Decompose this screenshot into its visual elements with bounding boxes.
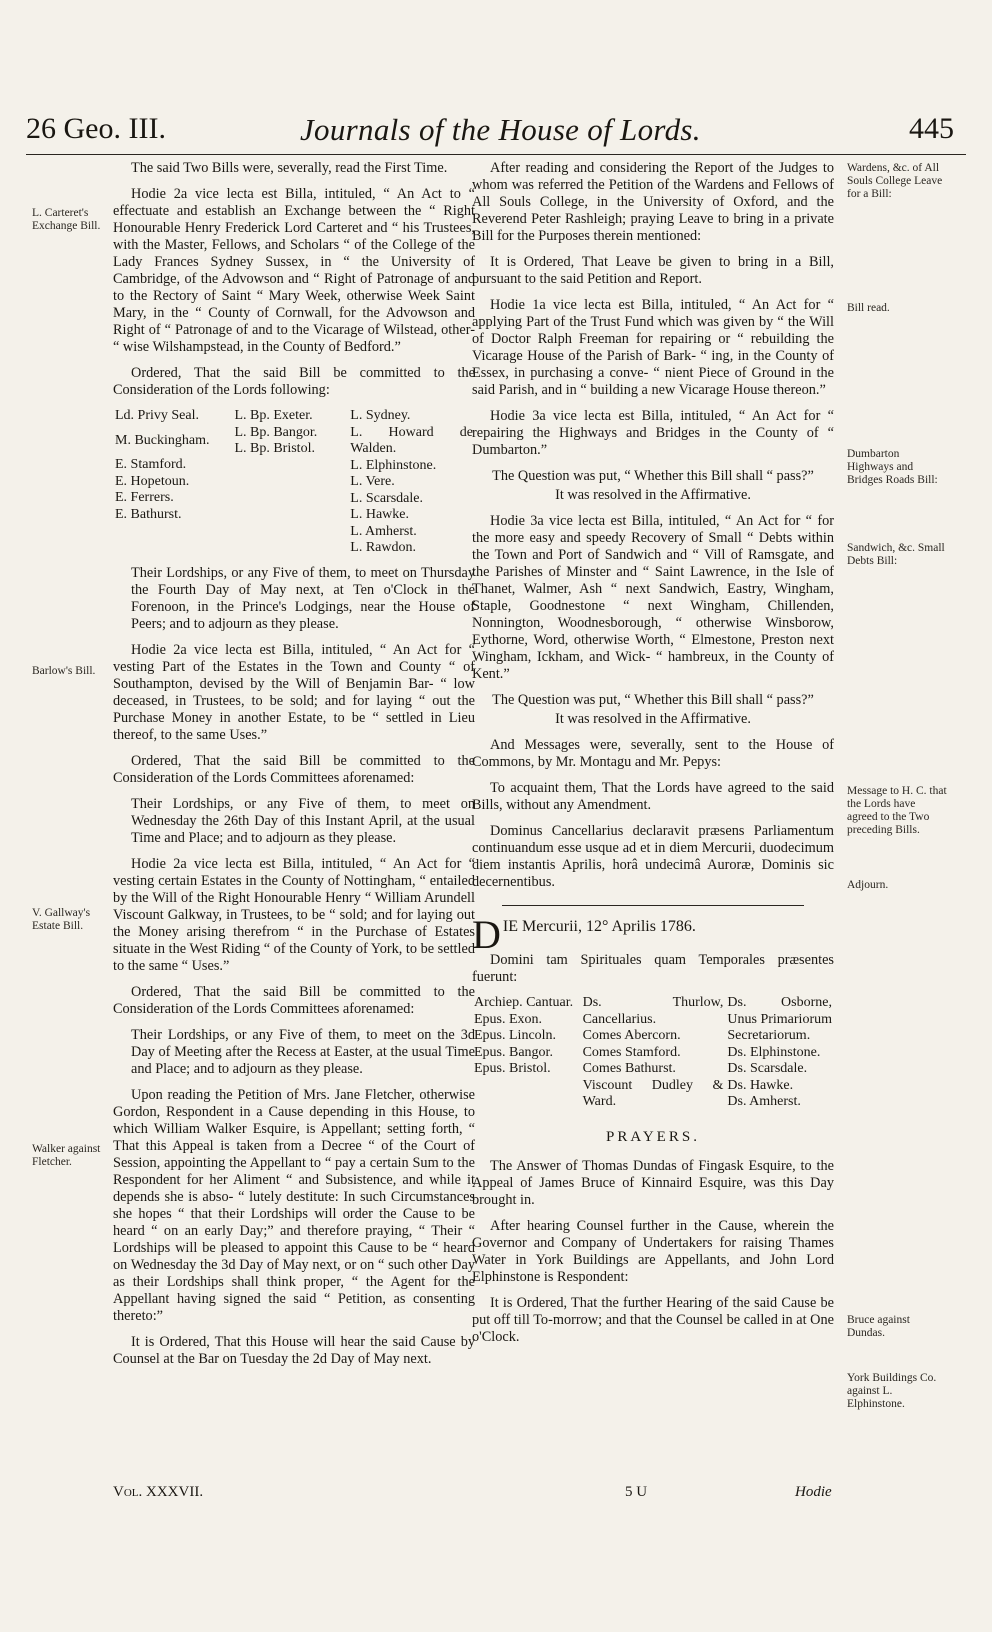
meeting-paragraph: Their Lordships, or any Five of them, to meet on Thursday the Fourth Day of May next, at Ten o'Clock in the Forenoon, in the Prince's Lodgings, near the House of Peers; and to adjourn as they please.: [131, 564, 475, 632]
lord-present: Archiep. Cantuar.: [474, 995, 574, 1010]
lords-committee-list: [113, 408, 475, 557]
lord-present: Ds. Scarsdale.: [727, 1061, 808, 1076]
lord-present: Comes Abercorn.: [582, 1028, 681, 1043]
lord-name: L. Elphinstone.: [350, 457, 437, 473]
margin-note-adjourn: Adjourn.: [847, 879, 889, 891]
margin-note-walker: Walker against Fletcher.: [32, 1143, 101, 1168]
lord-name: L. Rawdon.: [350, 540, 416, 555]
bill-entry: Hodie 2a vice lecta est Billa, intituled, “ An Act to “ effectuate and establish an Exchange between the “ Right Honourable Henry Frederick Lord Carteret and “ his Trustees, with the Master, Fellows, and Scholars “ of the College of the Lady Frances Sydney Sussex, in “ the University of Cambridge, of the Advowson and “ Right of Patronage of and to the Rectory of Saint “ Mary Week, otherwise Week Saint Mary, in the “ County of Cornwall, for the Advowson and Right of “ Patronage of and to the Vicarage of Wilstead, other- “ wise Wilshampstead, in the County of Bedford.”: [113, 186, 475, 355]
margin-note-message: Message to H. C. that the Lords have agreed to the Two preceding Bills.: [847, 785, 947, 836]
right-column: [472, 160, 834, 1355]
section-divider: [502, 905, 804, 906]
order-paragraph: It is Ordered, That this House will hear the said Cause by Counsel at the Bar on Tuesday the 2d Day of May next.: [113, 1333, 475, 1367]
margin-note-carteret: L. Carteret's Exchange Bill.: [32, 207, 101, 232]
lord-name: L. Bp. Bristol.: [234, 441, 315, 456]
margin-note-all-souls: Wardens, &c. of All Souls College Leave for a Bill:: [847, 162, 943, 200]
lord-name: E. Hopetoun.: [115, 473, 190, 489]
lord-present: Epus. Lincoln.: [474, 1028, 557, 1043]
page-number: 445: [909, 112, 954, 145]
paragraph: The said Two Bills were, severally, read the First Time.: [131, 160, 448, 176]
lord-present: Ds. Osborne, Unus Primariorum Secretariorum.: [727, 995, 832, 1043]
report-paragraph: After reading and considering the Report of the Judges to whom was referred the Petition of the Wardens and Fellows of All Souls College, in the University of Oxford, and the Reverend Peter Rashleigh; praying Leave to bring in a private Bill for the Purposes therein mentioned:: [472, 160, 834, 244]
present-heading: Domini tam Spirituales quam Temporales præsentes fuerunt:: [472, 952, 834, 985]
bill-entry: Hodie 3a vice lecta est Billa, intituled, “ An Act for “ for the more easy and speedy Recovery of Small “ Debts within the Town and Port of Sandwich and “ Vill of Ramsgate, and the Parishes of Minster and “ Saint Lawrence, in the Isle of Thanet, Walmer, Ash “ next Sandwich, Eastry, Wingham, Staple, Goodnestone “ next Wingham, Chillenden, Nonnington, Woodnesborough, “ otherwise Winsborow, Eythorne, Word, otherwise Worth, “ Elmestone, Preston next Wingham, Ickham, and Wick- “ hambreux, in the County of Kent.”: [472, 513, 834, 682]
lord-name: L. Sydney.: [350, 408, 411, 423]
message-paragraph: And Messages were, severally, sent to the House of Commons, by Mr. Montagu and Mr. Pepys:: [472, 737, 834, 770]
margin-note-dumbarton: Dumbarton Highways and Bridges Roads Bill:: [847, 448, 938, 486]
resolution-line: It was resolved in the Affirmative.: [555, 487, 751, 503]
margin-note-bruce: Bruce against Dundas.: [847, 1314, 910, 1339]
lord-present: Ds. Elphinstone.: [727, 1044, 821, 1060]
lord-name: L. Vere.: [350, 474, 395, 489]
date-text: IE Mercurii, 12° Aprilis 1786.: [502, 918, 696, 935]
acquaint-paragraph: To acquaint them, That the Lords have agreed to the said Bills, without any Amendment.: [472, 780, 834, 813]
margin-note-gallway: V. Gallway's Estate Bill.: [32, 907, 91, 932]
journal-title: Journals of the House of Lords.: [300, 112, 701, 147]
bill-entry: Hodie 2a vice lecta est Billa, intituled, “ An Act for “ vesting certain Estates in the County of Nottingham, “ entailed by the Will of the Right Honourable Henry “ William Arundell Viscount Galkway, in Trustees, to be “ sold; and for laying out the Money arising therefrom “ in the Purchase of Estates situate in the West Riding “ of the County of York, to be settled to the same “ Uses.”: [113, 855, 475, 974]
order-paragraph: It is Ordered, That the further Hearing of the said Cause be put off till To-morrow; and that the Counsel be called in at One o'Clock.: [472, 1294, 834, 1345]
question-line: The Question was put, “ Whether this Bill shall “ pass?”: [492, 468, 814, 484]
lord-present: Epus. Bangor.: [474, 1044, 553, 1060]
margin-note-sandwich: Sandwich, &c. Small Debts Bill:: [847, 542, 945, 567]
lord-name: L. Hawke.: [350, 507, 409, 522]
volume-label: Vol. XXXVII.: [113, 1484, 204, 1500]
lord-present: Epus. Exon.: [474, 1011, 543, 1027]
lord-present: Comes Bathurst.: [582, 1061, 676, 1076]
date-heading: [472, 912, 834, 957]
catchword: Hodie: [795, 1484, 832, 1500]
meeting-paragraph: Their Lordships, or any Five of them, to meet on Wednesday the 26th Day of this Instant April, at the usual Time and Place; and to adjourn as they please.: [131, 795, 475, 846]
bill-entry: Hodie 2a vice lecta est Billa, intituled, “ An Act for “ vesting Part of the Estates in the Town and County “ of Southampton, devised by the Will of Benjamin Bar- “ low deceased, in Trustees, to be sold; and for laying “ out the Purchase Money in another Estate, to be “ settled in Lieu thereof, to the same Uses.”: [113, 641, 475, 743]
lord-name: E. Stamford.: [115, 457, 187, 472]
lord-name: E. Ferrers.: [115, 490, 174, 505]
lord-name: L. Bp. Exeter.: [234, 408, 313, 423]
lord-name: M. Buckingham.: [115, 432, 210, 448]
lord-present: Epus. Bristol.: [474, 1061, 551, 1076]
resolution-line: It was resolved in the Affirmative.: [555, 711, 751, 727]
adjournment-paragraph: Dominus Cancellarius declaravit præsens Parliamentum continuandum esse usque ad et in diem Mercurii, duodecimum diem instantis Aprilis, horâ undecimâ Auroræ, Dominis sic decernentibus.: [472, 823, 834, 890]
petition-paragraph: Upon reading the Petition of Mrs. Jane Fletcher, otherwise Gordon, Respondent in a Cause depending in this House, to which William Walker Esquire, is Appellant; setting forth, “ That this Appeal is taken from a Decree “ of the Court of Session, appointing the Appellant to “ pay a certain Sum to the Respondent for her Aliment “ and Subsistence, and while it depends she is abso- “ lutely destitute: In such Circumstances she hopes “ that their Lordships will order the Cause to be heard “ on an early Day;” and therefore praying, “ Their “ Lordships will be pleased to appoint this Cause to be “ heard on Wednesday the 3d Day of May next, or on “ such other Day as their Lordships shall think proper, “ the Agent for the Appellant having signed the said “ Petition, as consenting thereto:”: [113, 1086, 475, 1324]
lord-present: Ds. Thurlow, Cancellarius.: [582, 995, 724, 1027]
question-line: The Question was put, “ Whether this Bill shall “ pass?”: [492, 692, 814, 708]
bill-entry: Hodie 1a vice lecta est Billa, intituled, “ An Act for “ applying Part of the Trust Fund which was given by “ the Will of Doctor Ralph Freeman for repairing or “ rebuilding the Vicarage House of the Parish of Bark- “ ing, in the County of Essex, in purchasing a conve- “ nient Piece of Ground in the said Parish, and in “ building a new Vicarage House thereon.”: [472, 297, 834, 398]
lord-present: Ds. Hawke.: [727, 1077, 794, 1093]
regnal-year: 26 Geo. III.: [26, 112, 166, 145]
margin-note-york: York Buildings Co. against L. Elphinstone.: [847, 1372, 937, 1410]
signature-mark: 5 U: [625, 1484, 648, 1500]
lord-name: Ld. Privy Seal.: [115, 408, 199, 423]
lord-name: L. Howard de Walden.: [350, 424, 473, 456]
lord-present: Comes Stamford.: [582, 1044, 681, 1060]
answer-paragraph: The Answer of Thomas Dundas of Fingask Esquire, to the Appeal of James Bruce of Kinnaird Esquire, was this Day brought in.: [472, 1157, 834, 1208]
drop-capital: D: [472, 912, 501, 957]
header-rule: [26, 154, 966, 155]
lord-present: Viscount Dudley & Ward.: [582, 1077, 724, 1109]
margin-note-barlow: Barlow's Bill.: [32, 665, 96, 677]
bill-entry: Hodie 3a vice lecta est Billa, intituled, “ An Act for “ repairing the Highways and Bridges in the County of “ Dumbarton.”: [472, 408, 834, 458]
lord-name: L. Bp. Bangor.: [234, 424, 318, 440]
counsel-paragraph: After hearing Counsel further in the Cause, wherein the Governor and Company of Undertakers for raising Thames Water in York Buildings are Appellants, and John Lord Elphinstone is Respondent:: [472, 1217, 834, 1285]
left-column: [113, 160, 475, 1377]
page-header: [0, 112, 992, 152]
order-paragraph: Ordered, That the said Bill be committed to the Consideration of the Lords following:: [113, 365, 475, 398]
lord-name: L. Scarsdale.: [350, 490, 423, 506]
lord-name: E. Bathurst.: [115, 506, 182, 522]
meeting-paragraph: Their Lordships, or any Five of them, to meet on the 3d Day of Meeting after the Recess at Easter, at the usual Time and Place; and to adjourn as they please.: [131, 1026, 475, 1077]
order-paragraph: Ordered, That the said Bill be committed to the Consideration of the Lords Committees aforenamed:: [113, 752, 475, 786]
margin-note-bill-read: Bill read.: [847, 302, 890, 314]
order-paragraph: Ordered, That the said Bill be committed to the Consideration of the Lords Committees aforenamed:: [113, 983, 475, 1017]
lord-present: Ds. Amherst.: [727, 1094, 801, 1109]
order-paragraph: It is Ordered, That Leave be given to bring in a Bill, pursuant to the said Petition and Report.: [472, 254, 834, 287]
lord-name: L. Amherst.: [350, 523, 417, 539]
prayers-heading: PRAYERS.: [606, 1128, 700, 1145]
lords-present-list: [472, 995, 834, 1111]
